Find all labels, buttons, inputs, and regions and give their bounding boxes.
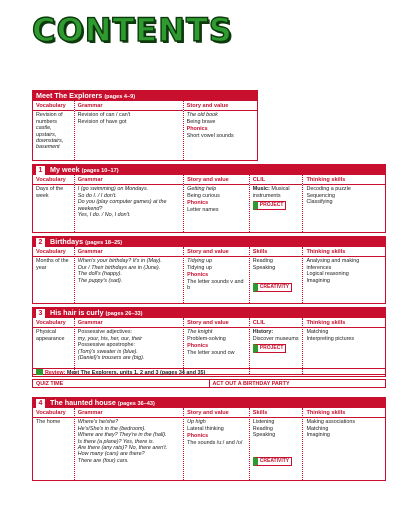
- vocab-text: Months of the year: [36, 258, 69, 271]
- col-grammar: [75, 408, 184, 480]
- act-out-label: ACT OUT A BIRTHDAY PARTY: [212, 381, 290, 387]
- col-vocabulary: [33, 247, 75, 303]
- thinking-line: Analysing and making inferences: [306, 258, 360, 271]
- col-thinking: [303, 175, 385, 232]
- grammar-line: Possessive apostrophe:: [77, 342, 136, 349]
- col-story: [184, 247, 250, 303]
- col-vocabulary: [33, 101, 75, 160]
- grammar-line: There are (four) cars.: [77, 457, 129, 464]
- col-heading: Grammar: [75, 410, 183, 418]
- col-heading: Vocabulary: [33, 249, 74, 257]
- col-vocabulary: [33, 175, 75, 232]
- col-heading: Vocabulary: [33, 410, 74, 418]
- grammar-line: Yes, I do. / No, I don't.: [77, 212, 131, 219]
- thinking-line: Imagining: [306, 432, 330, 439]
- section-pages: (pages 26–33): [105, 311, 143, 317]
- story-value: Problem-solving: [187, 335, 226, 342]
- col-story: [184, 408, 250, 480]
- col-thinking: [303, 318, 385, 374]
- thinking-line: Logical reasoning: [306, 271, 349, 278]
- clil-subject: History:: [252, 329, 274, 336]
- section-header: [32, 90, 258, 101]
- grammar-line: my, your, his, her, our, their: [77, 335, 143, 342]
- col-story: [184, 101, 257, 160]
- col-story: [184, 318, 250, 374]
- review-icon: [36, 369, 43, 375]
- col-heading: Thinking skills: [303, 320, 385, 328]
- col-heading: Thinking skills: [303, 177, 385, 185]
- grammar-line: Is there (a plane)? Yes, there is.: [77, 438, 155, 445]
- phonics-text: The sounds /u:/ and /ʊ/: [187, 439, 243, 446]
- grammar-line: He's/She's in the (bedroom).: [77, 425, 146, 432]
- quiz-bar: [32, 379, 386, 388]
- grammar-line: Where's he/she?: [77, 419, 119, 426]
- col-heading: Story and value: [184, 320, 249, 328]
- section-header: [32, 164, 386, 175]
- col-vocabulary: [33, 318, 75, 374]
- col-heading: Story and value: [184, 410, 249, 418]
- project-tag: PROJECT: [253, 344, 287, 353]
- section-title: My week: [50, 165, 80, 174]
- col-thinking: [303, 247, 385, 303]
- grammar-line: The puppy's (sad).: [77, 277, 123, 284]
- col-heading: Vocabulary: [33, 177, 74, 185]
- grammar-line: Do you (play computer games) at the weekend?: [77, 199, 167, 212]
- col-heading: Thinking skills: [303, 410, 385, 418]
- col-heading: Grammar: [75, 320, 183, 328]
- section-header: [32, 397, 386, 408]
- story-value: Being brave: [186, 118, 216, 125]
- section-title: Meet The Explorers: [36, 91, 103, 100]
- grammar-line: How many (cars) are there?: [77, 451, 145, 458]
- grammar-line: Possessive adjectives:: [77, 329, 133, 336]
- story-title: Up high: [187, 419, 206, 426]
- skills-line: Reading: [252, 425, 273, 432]
- col-thinking: [303, 408, 385, 480]
- grammar-line: I (go swimming) on Mondays.: [77, 186, 149, 193]
- unit-number: 3: [36, 309, 45, 318]
- thinking-line: Interpreting pictures: [306, 335, 355, 342]
- skills-line: Speaking: [252, 264, 276, 271]
- story-value: Tidying up: [187, 264, 212, 271]
- col-clil: [250, 175, 304, 232]
- phonics-label: Phonics: [186, 126, 208, 133]
- col-heading: Skills: [250, 249, 303, 257]
- story-title: Tidying up: [187, 258, 212, 265]
- phonics-text: Short vowel sounds: [186, 132, 234, 139]
- section-title: Birthdays: [50, 237, 84, 246]
- story-title: Getting help: [187, 186, 217, 193]
- col-heading: Story and value: [184, 103, 257, 111]
- thinking-line: Sequencing: [306, 192, 335, 199]
- phonics-label: Phonics: [187, 343, 209, 350]
- col-skills: [250, 247, 304, 303]
- grammar-line: (Tom)'s sweater is (blue).: [77, 348, 138, 355]
- col-story: [184, 175, 250, 232]
- section-grid: [32, 101, 258, 161]
- page-title: CONTENTS: [32, 11, 233, 49]
- thinking-line: Classifying: [306, 199, 333, 206]
- thinking-line: Matching: [306, 329, 329, 336]
- col-grammar: [75, 247, 184, 303]
- skills-line: Reading: [252, 258, 273, 265]
- section-grid: [32, 175, 386, 233]
- phonics-text: The letter sound ow: [187, 349, 235, 356]
- section-grid: [32, 247, 386, 304]
- vocab-line: Revision of numbers: [36, 112, 63, 125]
- grammar-line: Revision of have got: [77, 118, 127, 125]
- story-title: The old book: [186, 112, 218, 119]
- thinking-line: Making associations: [306, 419, 356, 426]
- thinking-line: Matching: [306, 425, 329, 432]
- col-heading: Vocabulary: [33, 103, 74, 111]
- col-skills: [250, 408, 304, 480]
- thinking-line: Decoding a puzzle: [306, 186, 351, 193]
- unit-number: 4: [36, 399, 45, 408]
- review-label: Review:: [45, 370, 66, 376]
- story-value: Being curious: [187, 192, 220, 199]
- col-grammar: [75, 175, 184, 232]
- section-pages: (pages 10–17): [81, 168, 119, 174]
- project-tag: PROJECT: [253, 201, 287, 210]
- section-grid: [32, 408, 386, 481]
- unit-number: 1: [36, 166, 45, 175]
- creativity-tag: CREATIVITY: [253, 283, 292, 292]
- section-meet-the-explorers: [32, 90, 386, 161]
- clil-text: Musical instruments: [252, 186, 290, 199]
- phonics-text: Letter names: [187, 206, 219, 213]
- creativity-tag: CREATIVITY: [253, 457, 292, 466]
- section-unit-3: [32, 307, 386, 375]
- section-unit-2: [32, 236, 386, 304]
- review-bar: [32, 368, 386, 377]
- col-heading: Grammar: [75, 177, 183, 185]
- review-text: Meet The Explorers, units 1, 2 and 3 (pages 34 and 35): [66, 370, 206, 376]
- section-title: The haunted house: [50, 398, 116, 407]
- col-grammar: [75, 101, 184, 160]
- col-heading: Thinking skills: [303, 249, 385, 257]
- col-heading: CLIL: [250, 320, 303, 328]
- story-value: Lateral thinking: [187, 425, 224, 432]
- grammar-line: (Daniel)'s trousers are (big).: [77, 355, 145, 362]
- thinking-line: Imagining: [306, 277, 330, 284]
- section-title: His hair is curly: [50, 308, 104, 317]
- col-vocabulary: [33, 408, 75, 480]
- section-grid: [32, 318, 386, 375]
- grammar-line: Are there (any rats)? No, there aren't.: [77, 445, 168, 452]
- section-pages: (pages 18–25): [85, 240, 123, 246]
- grammar-line: Where are they? They're in the (hall).: [77, 432, 167, 439]
- col-clil: [250, 318, 304, 374]
- phonics-text: The letter sounds v and b: [187, 278, 244, 292]
- grammar-line: So do I. / I don't.: [77, 192, 117, 199]
- col-heading: Story and value: [184, 177, 249, 185]
- vocab-text: Physical appearance: [36, 329, 65, 342]
- section-unit-4: [32, 397, 386, 481]
- col-heading: Grammar: [75, 249, 183, 257]
- phonics-label: Phonics: [187, 200, 209, 207]
- vocab-text: The home: [36, 419, 61, 426]
- skills-line: Listening: [252, 419, 275, 426]
- col-grammar: [75, 318, 184, 374]
- unit-number: 2: [36, 238, 45, 247]
- page-title-wrap: [32, 10, 233, 50]
- section-pages: (pages 4–9): [104, 94, 136, 100]
- vocab-text: Days of the week: [36, 186, 64, 199]
- phonics-label: Phonics: [187, 272, 209, 279]
- grammar-line: The doll's (happy).: [77, 271, 122, 278]
- section-header: [32, 307, 386, 318]
- col-heading: Story and value: [184, 249, 249, 257]
- quiz-time-label: QUIZ TIME: [33, 380, 210, 387]
- grammar-line: When's your birthday? It's in (May).: [77, 258, 162, 265]
- skills-line: Speaking: [252, 432, 276, 439]
- story-title: The knight: [187, 329, 213, 336]
- section-pages: (pages 36–43): [117, 401, 155, 407]
- clil-subject: Music:: [252, 186, 270, 193]
- phonics-label: Phonics: [187, 433, 209, 440]
- grammar-line: Revision of can / can't: [77, 112, 131, 119]
- section-header: [32, 236, 386, 247]
- col-heading: Vocabulary: [33, 320, 74, 328]
- section-unit-1: [32, 164, 386, 233]
- clil-text: Discover museums: [252, 335, 299, 342]
- col-heading: Grammar: [75, 103, 183, 111]
- vocab-line: castle, upstairs, downstairs, basement: [36, 125, 64, 151]
- col-heading: CLIL: [250, 177, 303, 185]
- grammar-line: Our / Their birthdays are in (June).: [77, 264, 161, 271]
- col-heading: Skills: [250, 410, 303, 418]
